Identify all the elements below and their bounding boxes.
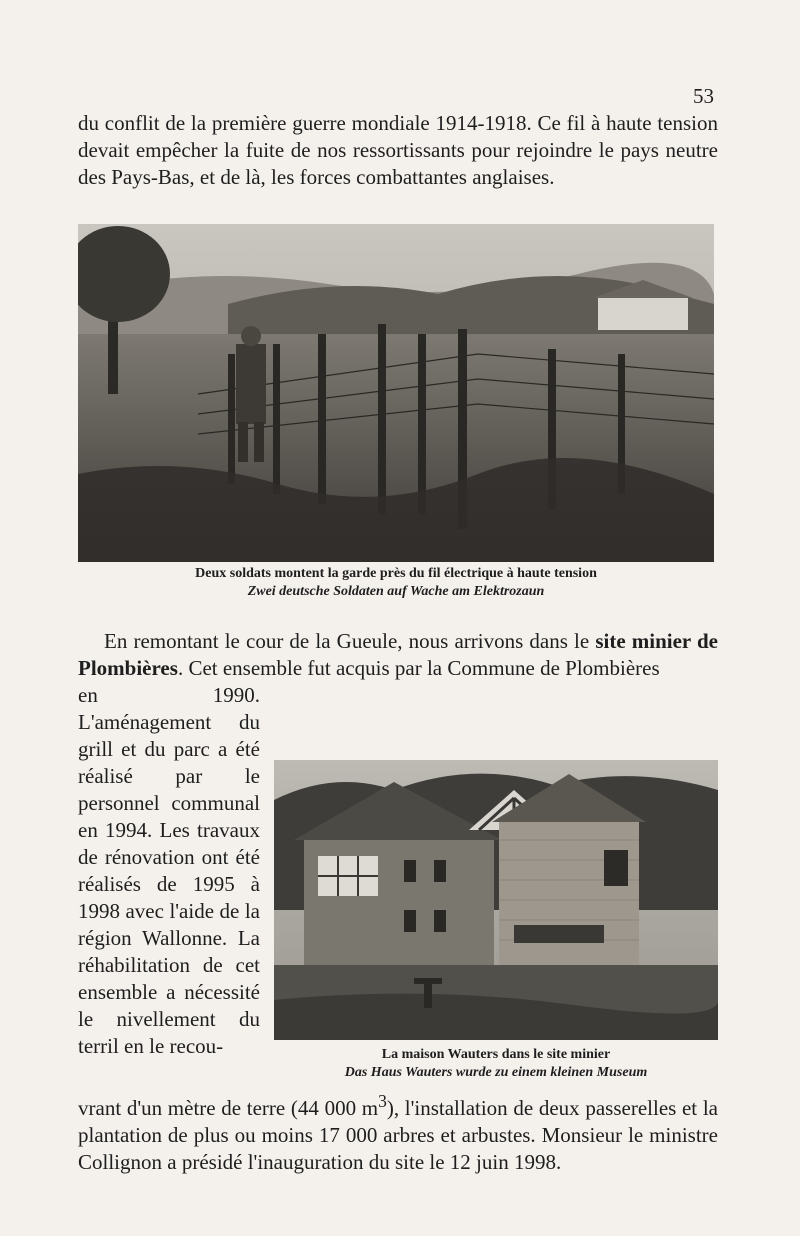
section2-lead — [78, 628, 718, 682]
figure2-caption-fr: La maison Wauters dans le site minier — [381, 1047, 611, 1062]
photo-maison-wauters — [274, 760, 718, 1040]
section2-lead-after: . Cet ensemble fut acquis par la Commune de Plombières — [177, 656, 660, 680]
page-number: 53 — [693, 84, 714, 108]
section2-lead-before: En remontant le cour de la Gueule, nous arrivons dans le — [104, 629, 596, 653]
intro-paragraph: du conflit de la première guerre mondiale 1914-1918. Ce fil à haute tension devait empêcher la fuite de nos ressortissants pour rejoindre le pays neutre des Pays-Bas, et de là, les forces combattantes anglaises. — [78, 111, 718, 189]
section2-lead-bold: site minier de Plombières — [78, 629, 718, 680]
figure2-caption-de: Das Haus Wauters wurde zu einem kleinen Museum — [344, 1065, 648, 1080]
figure1-caption — [78, 565, 714, 601]
figure1-caption-de: Zwei deutsche Soldaten auf Wache am Elektrozaun — [247, 584, 545, 599]
final-superscript: 3 — [378, 1091, 387, 1111]
figure1-caption-fr: Deux soldats montent la garde près du fil électrique à haute tension — [195, 566, 597, 581]
final-text-before: vrant d'un mètre de terre (44 000 m — [78, 1096, 379, 1120]
photo-soldiers-fence — [78, 224, 714, 562]
final-text-after: ), l'installation de deux passerelles et la plantation de plus ou moins 17 000 arbres et arbustes. Monsieur le ministre Collignon a présidé l'inauguration du site le 12 juin 1998. — [78, 1096, 718, 1174]
section2-narrow-column: en 1990. L'aménagement du grill et du parc a été réalisé par le personnel communal en 1994. Les travaux de rénovation ont été réalisés de 1995 à 1998 avec l'aide de la région Wallonne. La réhabilitation de cet ensemble a nécessité le nivellement du terril en le recou- — [78, 683, 260, 1058]
figure2-caption — [274, 1046, 718, 1082]
section2-final-paragraph — [78, 1088, 718, 1176]
